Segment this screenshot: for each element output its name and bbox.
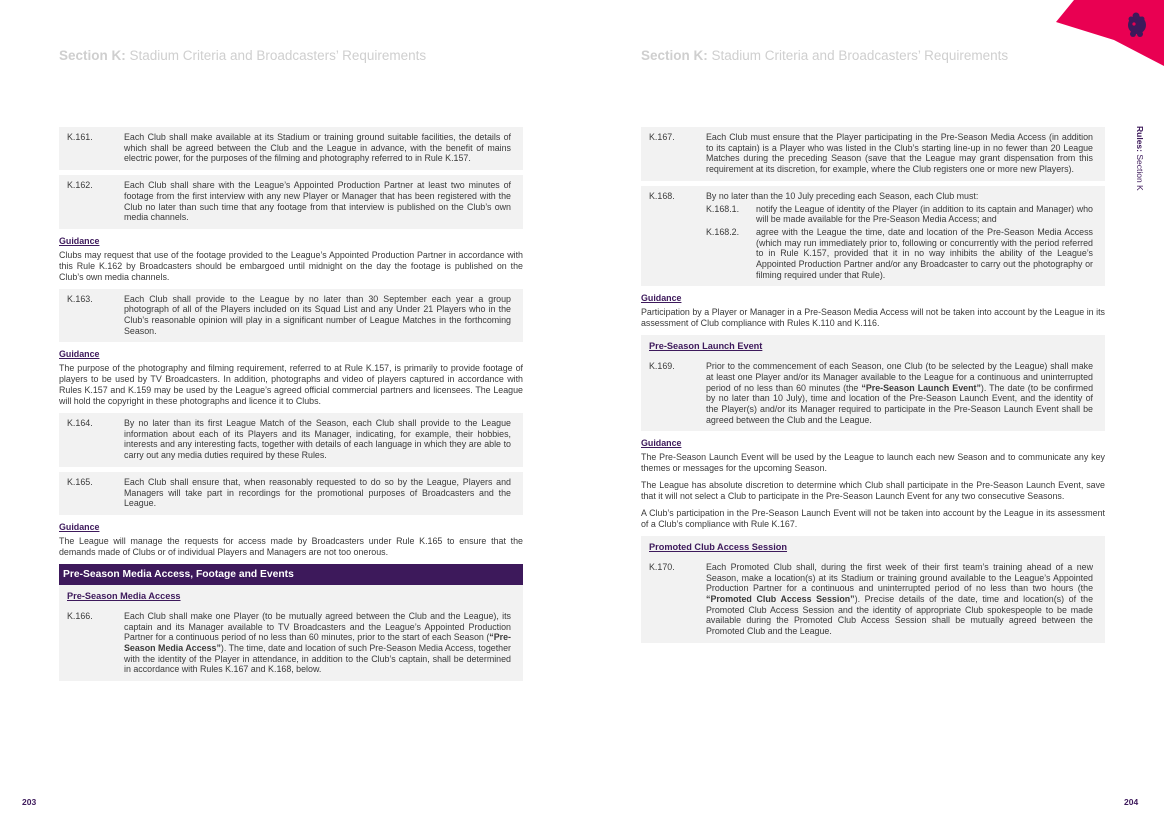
guidance-text: A Club’s participation in the Pre-Season Launch Event will not be taken into account by the League in its assessment of a Club’s compliance with Rule K.167.: [641, 508, 1105, 529]
rule-k167: K.167. Each Club must ensure that the Player participating in the Pre-Season Media Access (in addition to its captain) is a Player who was listed in the Club’s starting line-up in no fewer than 20 League Matches during the preceding Season (save that the League may grant dispensation from this requirement at its discretion, for example, where the Club registers one or more new Players).: [641, 127, 1105, 181]
section-banner: Pre-Season Media Access, Footage and Events: [59, 564, 523, 585]
rule-k165: K.165. Each Club shall ensure that, when reasonably requested to do so by the League, Players and Managers will take part in recordings for the promotional purposes of Broadcasters and the League.: [59, 472, 523, 515]
guidance-text: Clubs may request that use of the footage provided to the League’s Appointed Production Partner in accordance with this Rule K.162 by Broadcasters should be embargoed until midnight on the day the footage is published on the Club’s own media channels.: [59, 249, 523, 282]
rule-k170: K.170. Each Promoted Club shall, during the first week of their first team’s training ahead of a new Season, make a location(s) at its Stadium or training ground available to the League’s Appointed Production Partner for a continuous and uninterrupted period of no less than two hours (the “Promoted Club Access Session”). Precise details of the date, time and location(s) of the Promoted Club Access Session and the identity of appropriate Club spokespeople to be made available during the Promoted Club Access Session shall be mutually agreed between the Promoted Club and the League.: [641, 556, 1105, 643]
guidance-heading: Guidance: [59, 349, 100, 360]
rule-k163: K.163. Each Club shall provide to the League by no later than 30 September each year a group photograph of all of the Players included on its Squad List and any Under 21 Players who in the Club’s reasonable opinion will play in a significant number of League Matches in the forthcoming Season.: [59, 289, 523, 343]
page-number-left: 203: [22, 797, 37, 807]
subheading-pre-season-media-access: Pre-Season Media Access: [59, 585, 523, 605]
guidance-text: The purpose of the photography and filming requirement, referred to at Rule K.157, is primarily to provide footage of players to be used by TV Broadcasters. In addition, photographs and video of players captured in accordance with Rules K.157 and K.159 may be used by the League’s agreed official commercial partners and licensees. The League will hold the copyright in these photographs and licence it to Clubs.: [59, 363, 523, 407]
rule-k168-1: K.168.1. notify the League of identity of the Player (in addition to its captain and Manager) who will be made available for the Pre-Season Media Access; and: [706, 203, 1093, 225]
guidance-heading: Guidance: [641, 293, 682, 304]
page-number-right: 204: [1124, 797, 1139, 807]
guidance-heading: Guidance: [59, 522, 100, 532]
subheading-promoted-club-access-session: Promoted Club Access Session: [641, 536, 1105, 556]
guidance-heading: Guidance: [641, 438, 682, 449]
rule-k168: K.168. By no later than the 10 July preceding each Season, each Club must: K.168.1. notify the League of identity of the Player (in addition to its captain and Manager) who will be made available for the Pre-Season Media Access; and K.168.2. agree with the League the time, date and location of the Pre-Season Media Access (which may run immediately prior to, following or concurrently with the period referred to in Rule K.157, provided that it in no way inhibits the ability of the League’s Appointed Production Partner and/or any Broadcaster to carry out the photography or filming required under that Rule).: [641, 186, 1105, 287]
rule-k166: K.166. Each Club shall make one Player (to be mutually agreed between the Club and the League), its captain and its Manager available to TV Broadcasters and the League’s Appointed Production Partner for a continuous period of no less than 60 minutes, prior to the start of each Season (“Pre-Season Media Access”). The time, date and location of such Pre-Season Media Access, together with the identity of the Player in attendance, in addition to the Club’s captain, shall be determined in accordance with Rules K.167 and K.168, below.: [59, 605, 523, 681]
rule-k161: K.161. Each Club shall make available at its Stadium or training ground suitable facilities, the details of which shall be agreed between the Club and the League in advance, with the benefit of mains electric power, for the purposes of the filming and photography referred to in Rule K.157.: [59, 127, 523, 170]
rule-k164: K.164. By no later than its first League Match of the Season, each Club shall provide to the League information about each of its Players and its Manager, indicating, for example, their hobbies, interests and any interesting facts, together with details of each language in which they are able to carry out any media duties required by these Rules.: [59, 413, 523, 467]
guidance-text: The League will manage the requests for access made by Broadcasters under Rule K.165 to ensure that the demands made of Clubs or of individual Players and Managers are not too onerous.: [59, 536, 523, 557]
rule-k168-2: K.168.2. agree with the League the time, date and location of the Pre-Season Media Access (which may run immediately prior to, following or concurrently with the period referred to in Rule K.157, provided that it in no way inhibits the ability of the League’s Appointed Production Partner and/or any Broadcaster to carry out the photography or filming required under that Rule).: [706, 226, 1093, 280]
guidance-text: Participation by a Player or Manager in a Pre-Season Media Access will not be taken into account by the League in its assessment of Club compliance with Rules K.110 and K.116.: [641, 307, 1105, 329]
guidance-text: The Pre-Season Launch Event will be used by the League to launch each new Season and to communicate any key themes or messages for the upcoming Season.: [641, 452, 1105, 474]
rule-k169: K.169. Prior to the commencement of each Season, one Club (to be selected by the League) shall make at least one Player and/or its Manager available to the League for a continuous and uninterrupted period of no less than 60 minutes (the “Pre-Season Launch Event”). The date (to be confirmed by no later than 10 July), time and location of the Pre-Season Launch Event, and the identity of the Player(s) and/or its Manager required to participate in the Pre-Season Launch Event shall be agreed between the Club and the League.: [641, 355, 1105, 431]
section-header-right: Section K: Stadium Criteria and Broadcasters’ Requirements: [641, 48, 1009, 63]
guidance-heading: Guidance: [59, 235, 100, 246]
guidance-text: The League has absolute discretion to determine which Club shall participate in the Pre-Season Launch Event, save that it will not select a Club to participate in the Pre-Season Launch Event for any two consecutive Seasons.: [641, 480, 1105, 502]
right-page: [582, 0, 1164, 826]
rule-k162: K.162. Each Club shall share with the League’s Appointed Production Partner at least two minutes of footage from the first interview with any new Player or Manager that has been registered with the Club no later than such time that any footage from that interview is published on the Club’s own media channels.: [59, 175, 523, 229]
section-header-left: Section K: Stadium Criteria and Broadcasters’ Requirements: [59, 48, 427, 63]
left-column: [59, 127, 523, 686]
right-column: [641, 127, 1105, 648]
side-tab-label: Rules: Section K: [1135, 126, 1145, 191]
subheading-pre-season-launch-event: Pre-Season Launch Event: [641, 335, 1105, 355]
